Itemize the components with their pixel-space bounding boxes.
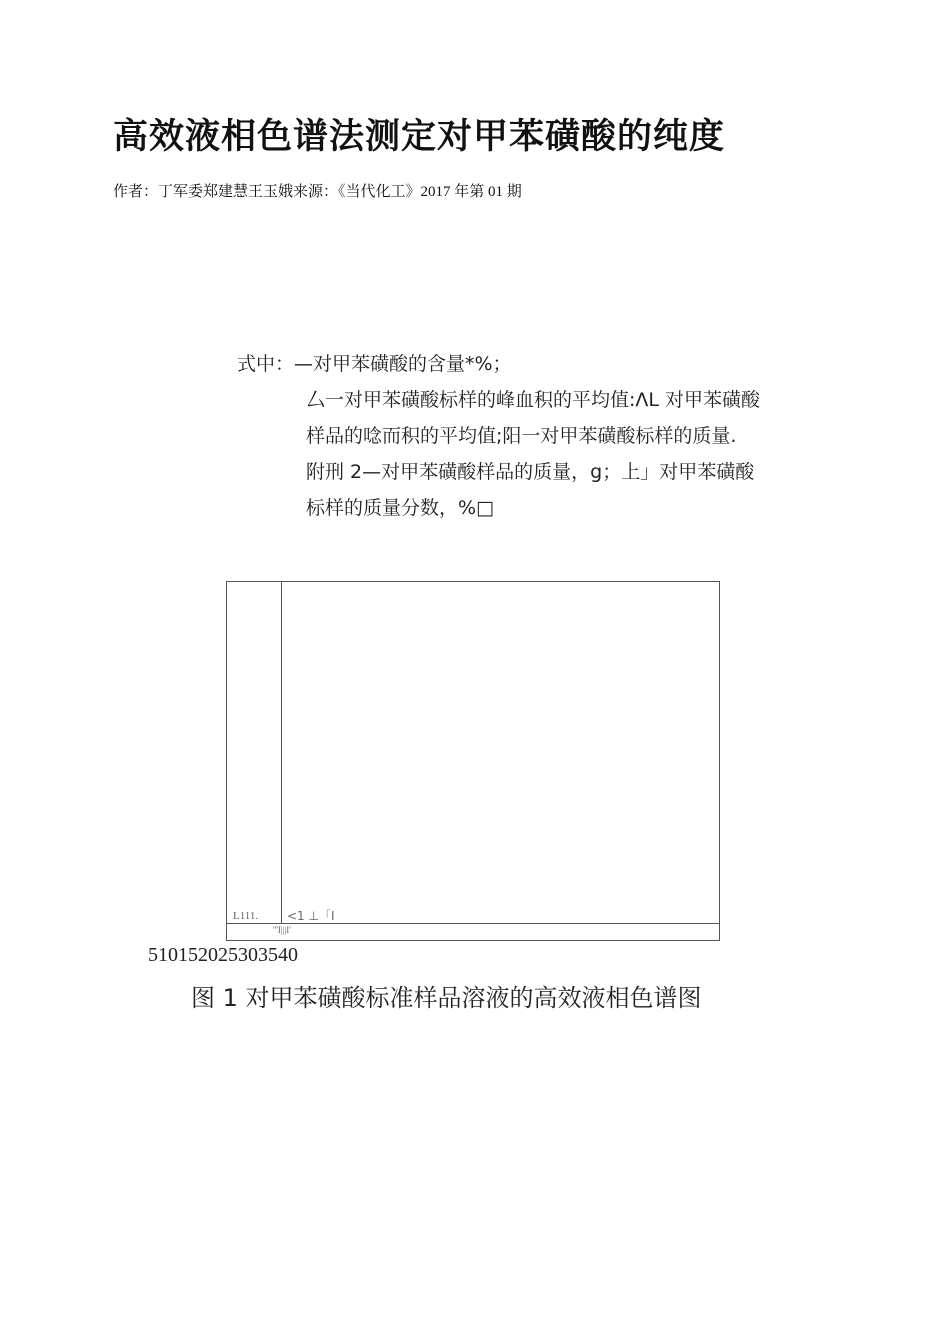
chromatogram-figure [226,581,720,941]
x-axis-tick-labels: 510152025303540 [148,944,298,966]
figure-label-left: L111. [233,910,259,922]
y-axis-line [281,582,282,923]
figure-caption: 图 1 对甲苯磺酸标准样品溶液的高效液相色谱图 [191,984,702,1012]
formula-lead: 式中：—对甲苯磺酸的含量*%； [237,353,512,375]
formula-line: 厶一对甲苯磺酸标样的峰血积的平均值:ΛL 对甲苯磺酸 [306,389,761,411]
article-title: 高效液相色谱法测定对甲苯磺酸的纯度 [113,117,726,157]
formula-line: 附刑 2—对甲苯磺酸样品的质量，g；上」对甲苯磺酸 [306,461,755,483]
figure-tick-label: '''I|||I' [273,925,291,935]
formula-explanation [237,346,760,526]
formula-line: 标样的质量分数，%□ [306,497,495,519]
article-meta: 作者：丁军委郑建慧王玉娥来源：《当代化工》2017 年第 01 期 [113,184,522,200]
formula-line: 样品的唸而积的平均值;阳一对甲苯磺酸标样的质量. [306,425,737,447]
figure-label-mid: <1 ⊥「I [287,909,335,923]
